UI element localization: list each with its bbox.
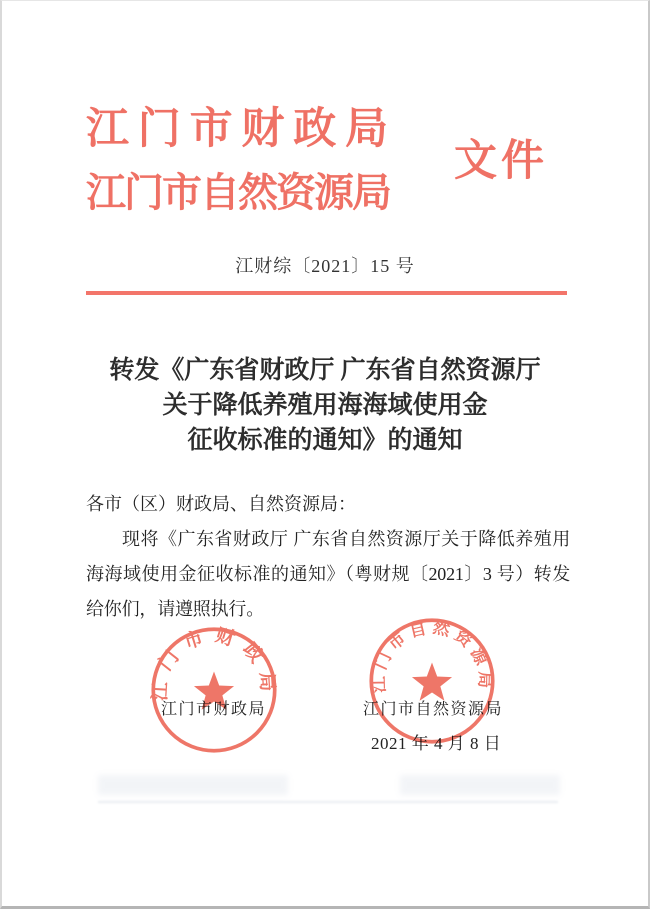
reverse-side-bleedthrough [98,775,288,795]
seal-right-curved-text: 江门市自然资源局 [369,617,495,694]
reverse-side-bleedthrough-rule [98,801,558,803]
signature-date: 2021 年 4 月 8 日 [371,734,502,753]
seal-left-curved-text: 江门市财政局 [149,625,279,702]
document-title [2,353,648,458]
official-seal-finance-bureau [148,624,280,756]
reverse-side-bleedthrough [400,775,560,795]
title-line-2: 关于降低养殖用海海域使用金 [162,392,488,419]
title-line-1: 转发《广东省财政厅 广东省自然资源厅 [109,357,541,384]
document-body [86,487,570,627]
official-seal-natural-resources-bureau [366,615,498,747]
salutation: 各市（区）财政局、自然资源局： [86,494,356,514]
header-divider-rule [86,291,567,295]
title-line-3: 征收标准的通知》的通知 [187,427,463,454]
document-reference-number: 江财综〔2021〕15 号 [235,256,415,276]
issuing-agency-name-1: 江门市财政局 [86,106,388,153]
issuing-agency-name-2: 江门市自然资源局 [86,170,390,215]
seal-star-icon [412,663,452,701]
document-type-label: 文件 [454,138,548,185]
body-paragraph: 现将《广东省财政厅 广东省自然资源厅关于降低养殖用海海域使用金征收标准的通知》（粤财规〔2021〕3 号）转发给你们，请遵照执行。 [86,529,570,619]
seal-star-icon [194,672,234,710]
signature-right-agency: 江门市自然资源局 [363,701,504,718]
signature-left-agency: 江门市财政局 [161,701,267,718]
